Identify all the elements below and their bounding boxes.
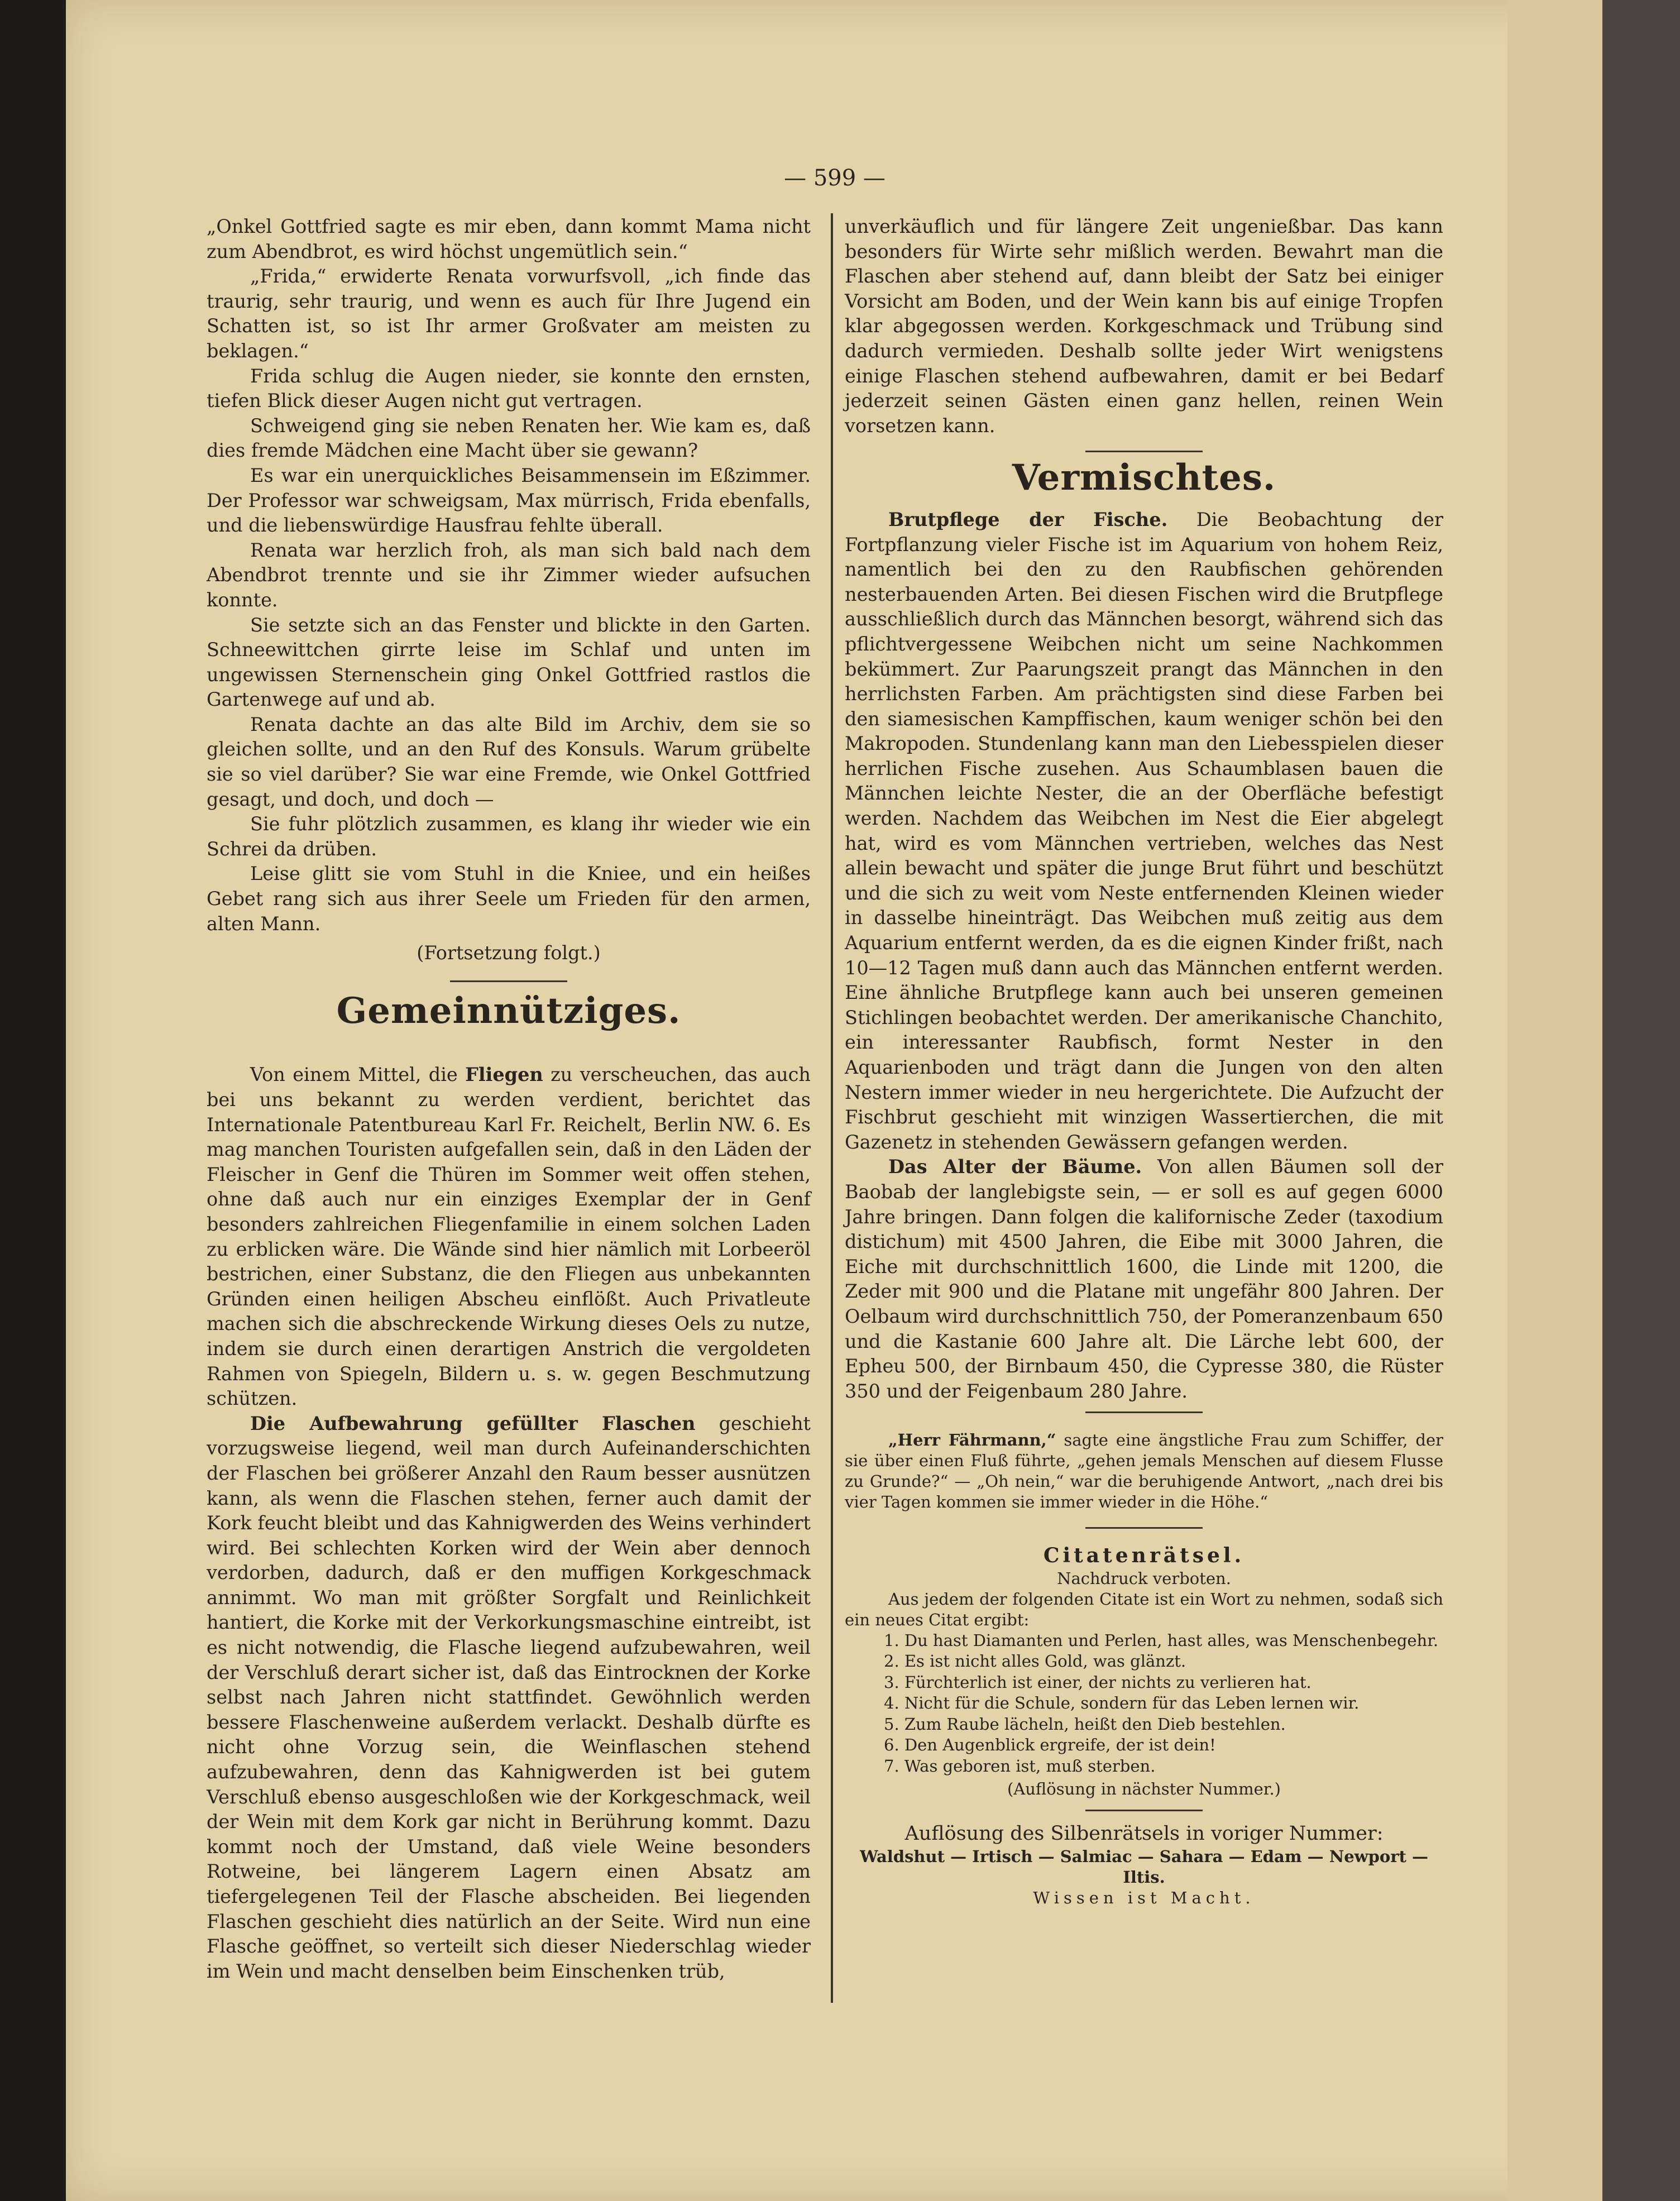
paragraph: Sie fuhr plötzlich zusammen, es klang ihr wieder wie ein Schrei da drüben. [207, 813, 811, 860]
list-item: 2. Es ist nicht alles Gold, was glänzt. [884, 1652, 1186, 1671]
list-item: 4. Nicht für die Schule, sondern für das Leben lernen wir. [884, 1693, 1360, 1713]
list-item: 3. Fürchterlich ist einer, der nichts zu verlieren hat. [884, 1672, 1312, 1692]
paragraph: Schweigend ging sie neben Renaten her. Wie kam es, daß dies fremde Mädchen eine Macht über sie gewann? [207, 414, 811, 462]
text-run: zu verscheuchen, das auch bei uns bekannt zu werden verdient, berichtet das Internationale Patentbureau Karl Fr. Reichelt, Berlin NW. 6. Es mag manchen Touristen aufgefallen sein, daß in den Läden der Fleischer in Genf die Thüren im Sommer weit offen stehen, ohne daß auch nur ein einziges Exemplar der in Genf besonders zahlreichen Fliegenfamilie in einem solchen Laden zu erblicken wäre. Die Wände sind hier nämlich mit Lorbeeröl bestrichen, einer Substanz, die den Fliegen aus unbekannten Gründen einen heiligen Abscheu einflößt. Auch Privatleute machen sich die abschreckende Wirkung dieses Oels zu nutze, indem sie durch einen derartigen Anstrich die vergoldeten Rahmen von Spiegeln, Bildern u. s. w. gegen Beschmutzung schützen. [207, 1064, 811, 1410]
paragraph: Sie setzte sich an das Fenster und blickte in den Garten. Schneewittchen girrte leise im Schlaf und unten im ungewissen Sternenschein ging Onkel Gottfried rastlos die Gartenwege auf und ab. [207, 614, 811, 711]
scan-background [0, 0, 66, 2201]
puzzle-list [845, 1630, 1443, 1777]
paragraph-fliegen [207, 1063, 811, 1411]
paper-edge [1507, 0, 1602, 2201]
paragraph: Leise glitt sie vom Stuhl in die Kniee, und ein heißes Gebet rang sich aus ihrer Seele um Frieden für den armen, alten Mann. [207, 863, 811, 935]
continuation-note: (Fortsetzung folgt.) [417, 942, 601, 964]
puzzle-solution-note: (Auflösung in nächster Nummer.) [1007, 1779, 1281, 1799]
list-item: 7. Was geboren ist, muß sterben. [884, 1756, 1156, 1776]
bold-keyword: „Herr Fährmann,“ [888, 1430, 1056, 1450]
text-run: Von einem Mittel, die [250, 1064, 466, 1086]
puzzle-intro: Aus jedem der folgenden Citate ist ein Wort zu nehmen, sodaß sich ein neues Citat ergibt: [845, 1589, 1443, 1629]
paragraph: unverkäuflich und für längere Zeit ungenießbar. Das kann besonders für Wirte sehr mißlich werden. Bewahrt man die Flaschen aber stehend auf, dann bleibt der Satz bei einiger Vorsicht am Boden, und der Wein kann bis auf einige Tropfen klar abgegossen werden. Korkgeschmack und Trübung sind dadurch vermieden. Deshalb sollte jeder Wirt wenigstens einige Flaschen stehend aufbewahren, damit er bei Bedarf jederzeit seinen Gästen einen ganz hellen, reinen Wein vorsetzen kann. [845, 216, 1443, 437]
bold-keyword: Brutpflege der Fische. [888, 508, 1168, 530]
section-title-gemeinnuetziges: Gemeinnütziges. [336, 989, 681, 1032]
solution-answer: Wissen ist Macht. [1033, 1888, 1255, 1907]
section-rule [1085, 1527, 1203, 1529]
section-rule [1085, 1411, 1203, 1413]
paragraph: „Onkel Gottfried sagte es mir eben, dann kommt Mama nicht zum Abendbrot, es wird höchst ungemütlich sein.“ [207, 216, 811, 262]
paragraph: Es war ein unerquickliches Beisammensein im Eßzimmer. Der Professor war schweigsam, Max mürrisch, Frida ebenfalls, und die liebenswürdige Hausfrau fehlte überall. [207, 464, 811, 537]
paragraph: „Frida,“ erwiderte Renata vorwurfsvoll, „ich finde das traurig, sehr traurig, und wenn es auch für Ihre Jugend ein Schatten ist, so ist Ihr armer Großvater am meisten zu beklagen.“ [207, 265, 811, 362]
left-column [207, 214, 811, 1984]
bold-keyword: Die Aufbewahrung gefüllter Flaschen [250, 1412, 696, 1434]
bold-keyword: Fliegen [465, 1064, 543, 1086]
solution-words: Waldshut — Irtisch — Salmiac — Sahara — Edam — Newport — Iltis. [859, 1847, 1429, 1887]
right-column [845, 214, 1443, 1908]
text-run: Von allen Bäumen soll der Baobab der langlebigste sein, — er soll es auf gegen 6000 Jahre bringen. Dann folgen die kalifornische Zeder (taxodium distichum) mit 4500 Jahren, die Eibe mit 3000 Jahren, die Eiche mit durchschnittlich 1600, die Linde mit 1200, die Zeder mit 900 und die Platane mit ungefähr 800 Jahren. Der Oelbaum wird durchschnittlich 750, der Pomeranzenbaum 650 und die Kastanie 600 Jahre alt. Die Lärche lebt 600, der Epheu 500, der Birnbaum 450, die Cypresse 380, die Rüster 350 und der Feigenbaum 280 Jahre. [845, 1156, 1444, 1402]
list-item: 6. Den Augenblick ergreife, der ist dein! [884, 1735, 1216, 1755]
text-run: sagte eine ängstliche Frau zum Schiffer, der sie über einen Fluß führte, „gehen jemals Menschen auf diesem Flusse zu Grunde?“ — „Oh nein,“ war die beruhigende Antwort, „nach drei bis vier Tagen kommen sie immer wieder in die Höhe.“ [845, 1430, 1443, 1512]
list-item: 5. Zum Raube lächeln, heißt den Dieb bestehlen. [884, 1714, 1286, 1734]
section-rule [1085, 451, 1203, 452]
paragraph: Renata war herzlich froh, als man sich bald nach dem Abendbrot trennte und sie ihr Zimmer wieder aufsuchen konnte. [207, 539, 811, 611]
paragraph: Frida schlug die Augen nieder, sie konnte den ernsten, tiefen Blick dieser Augen nicht gut vertragen. [207, 365, 811, 412]
page-number: — 599 — [784, 165, 886, 191]
bold-keyword: Das Alter der Bäume. [888, 1156, 1142, 1178]
paragraph: Renata dachte an das alte Bild im Archiv, dem sie so gleichen sollte, und an den Ruf des Konsuls. Warum grübelte sie so viel darüber? Sie war eine Fremde, wie Onkel Gottfried gesagt, und doch, und doch — [207, 713, 811, 810]
paragraph-baeume [845, 1155, 1443, 1404]
list-item: 1. Du hast Diamanten und Perlen, hast alles, was Menschenbegehr. [884, 1630, 1439, 1650]
puzzle-title: Citatenrätsel. [1043, 1544, 1245, 1568]
text-run: Die Beobachtung der Fortpflanzung vieler Fische ist im Aquarium von hohem Reiz, namentlich bei den zu den Raubfischen gehörenden nesterbauenden Arten. Bei diesen Fischen wird die Brutpflege ausschließlich durch das Männchen besorgt, während sich das pflichtvergessene Weibchen nicht um seine Nachkommen bekümmert. Zur Paarungszeit prangt das Männchen in den herrlichsten Farben. Am prächtigsten sind diese Farben bei den siamesischen Kampffischen, kaum weniger schön bei den Makropoden. Stundenlang kann man den Liebesspielen dieser herrlichen Fische zusehen. Aus Schaumblasen bauen die Männchen leichte Nester, die an der Oberfläche befestigt werden. Nachdem das Weibchen im Nest die Eier abgelegt hat, wird es vom Männchen vertrieben, welches das Nest allein bewacht und später die junge Brut führt und beschützt und die sich zu weit vom Neste entfernenden Kleinen wieder in dasselbe hineinträgt. Das Weibchen muß zeitig aus dem Aquarium entfernt werden, da es die eignen Kinder frißt, nach 10—12 Tagen muß dann auch das Männchen entfernt werden. Eine ähnliche Brutpflege kann auch bei unseren gemeinen Stichlingen beobachtet werden. Der amerikanische Chanchito, ein interessanter Raubfisch, formt Nester in den Aquarienboden und trägt dann die Jungen von den alten Nestern immer wieder in neu hergerichtete. Die Aufzucht der Fischbrut geschieht mit winzigen Wassertierchen, die mit Gazenetz in stehenden Gewässern gefangen werden. [845, 508, 1443, 1153]
paragraph-flaschen [207, 1411, 811, 1984]
section-rule [1085, 1810, 1203, 1811]
solution-title: Auflösung des Silbenrätsels in voriger Nummer: [904, 1822, 1384, 1845]
text-run: geschieht vorzugsweise liegend, weil man durch Aufeinanderschichten der Flaschen bei größerer Anzahl den Raum besser ausnützen kann, als wenn die Flaschen stehen, ferner auch damit der Kork feucht bleibt und das Kahnigwerden des Weins verhindert wird. Bei schlechten Korken wird der Wein aber dennoch verdorben, dadurch, daß er den muffigen Korkgeschmack annimmt. Wo man mit größter Sorgfalt und Reinlichkeit hantiert, die Korke mit der Verkorkungsmaschine eintreibt, ist es nicht notwendig, die Flasche liegend aufzubewahren, weil der Verschluß derart sicher ist, daß das Eintrocknen der Korke selbst nach Jahren nicht stattfindet. Gewöhnlich werden bessere Flaschenweine außerdem verlackt. Deshalb dürfte es nicht ohne Vorzug sein, die Weinflaschen stehend aufzubewahren, denn das Kahnigwerden ist bei gutem Verschluß ebenso ausgeschloßen wie der Korkgeschmack, weil der Wein mit dem Kork gar nicht in Berührung kommt. Dazu kommt noch der Umstand, daß viele Weine besonders Rotweine, bei längerem Lagern einen Absatz am tiefergelegenen Teil der Flasche abscheiden. Bei liegenden Flaschen geschieht dies natürlich an der Seite. Wird nun eine Flasche geöffnet, so verteilt sich dieser Niederschlag wieder im Wein und macht denselben beim Einschenken trüb, [207, 1412, 811, 1982]
puzzle-note: Nachdruck verboten. [1057, 1568, 1231, 1588]
section-title-vermischtes: Vermischtes. [1012, 457, 1276, 499]
column-divider [831, 213, 833, 2003]
paragraph-brutpflege [845, 508, 1443, 1155]
section-rule [450, 980, 567, 982]
paragraph-joke [845, 1430, 1443, 1513]
